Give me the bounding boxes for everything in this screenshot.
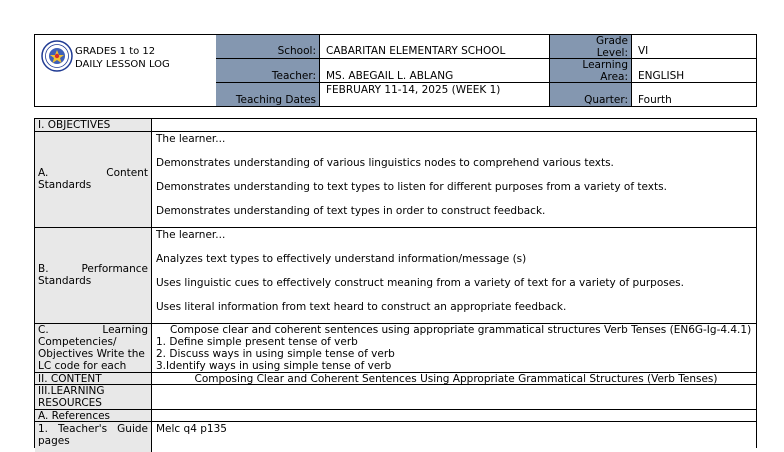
- form-title-line1: GRADES 1 to 12: [75, 46, 156, 57]
- grade-level-label-line1: Grade: [595, 35, 628, 47]
- competency-item: 2. Discuss ways in using simple tense of verb: [156, 348, 395, 360]
- school-label: School:: [216, 35, 320, 59]
- content-standards-line: Demonstrates understanding of text types in order to construct feedback.: [156, 205, 546, 217]
- header-table: [34, 34, 757, 107]
- competency-item: 3.Identify ways in using simple tense of verb: [156, 360, 392, 372]
- objectives-heading-row: [35, 119, 756, 132]
- references-blank: [152, 410, 756, 421]
- learning-competencies-cell: [152, 324, 756, 372]
- performance-standards-line: The learner...: [156, 229, 226, 241]
- content-row: [35, 373, 756, 385]
- content-standards-cell: [152, 132, 756, 227]
- content-standards-label: [35, 132, 152, 227]
- quarter-label: Quarter:: [550, 83, 632, 106]
- performance-standards-line: Uses linguistic cues to effectively construct meaning from a variety of text for a variety of purposes.: [156, 277, 684, 289]
- objectives-heading-blank: [152, 119, 756, 131]
- content-heading: II. CONTENT: [35, 373, 152, 384]
- learning-resources-row: [35, 385, 756, 410]
- content-standards-row: [35, 132, 756, 228]
- content-value: Composing Clear and Coherent Sentences Using Appropriate Grammatical Structures (Verb Tenses): [194, 373, 718, 385]
- competency-item: 1. Define simple present tense of verb: [156, 336, 358, 348]
- content-standards-line: Demonstrates understanding to text types to listen for different purposes from a variety of texts.: [156, 181, 667, 193]
- teachers-guide-label: [35, 422, 152, 452]
- content-standards-line: The learner...: [156, 133, 226, 145]
- learning-competencies-label-line4: LC code for each: [38, 360, 127, 372]
- learning-competencies-row: [35, 324, 756, 373]
- teachers-guide-label-line2: pages: [38, 435, 70, 447]
- learning-resources-blank: [152, 385, 756, 409]
- quarter-value: Fourth: [638, 94, 672, 106]
- learning-area-value: ENGLISH: [632, 59, 756, 83]
- grade-level-label: [550, 35, 632, 59]
- performance-standards-label-line1: B. Performance: [38, 263, 148, 275]
- teachers-guide-value: Melc q4 p135: [156, 423, 227, 435]
- lesson-log-table: [34, 118, 757, 448]
- content-standards-line: Demonstrates understanding of various linguistics nodes to comprehend various texts.: [156, 157, 614, 169]
- performance-standards-line: Uses literal information from text heard to construct an appropriate feedback.: [156, 301, 567, 313]
- objectives-heading: I. OBJECTIVES: [35, 119, 152, 131]
- form-title: [75, 45, 170, 71]
- deped-seal-icon: [41, 40, 73, 72]
- learning-area-label-line1: Learning: [582, 59, 628, 71]
- teaching-dates-value: FEBRUARY 11-14, 2025 (WEEK 1): [320, 83, 550, 106]
- performance-standards-cell: [152, 228, 756, 323]
- learning-resources-heading-line2: RESOURCES: [38, 397, 102, 409]
- teachers-guide-label-line1: 1. Teacher's Guide: [38, 423, 148, 435]
- grade-level-label-line2: Level:: [596, 47, 628, 59]
- references-label: A. References: [35, 410, 152, 421]
- content-standards-label-line2: Standards: [38, 179, 92, 191]
- learning-area-label: [550, 59, 632, 83]
- teacher-label: Teacher:: [216, 59, 320, 83]
- form-title-line2: DAILY LESSON LOG: [75, 59, 170, 70]
- learning-resources-heading-line1: III.LEARNING: [38, 385, 105, 397]
- content-standards-label-line1: A. Content: [38, 167, 148, 179]
- learning-competencies-label-line2: Competencies/: [38, 336, 117, 348]
- performance-standards-label-line2: Standards: [38, 275, 92, 287]
- header-title-cell: [35, 35, 217, 106]
- performance-standards-row: [35, 228, 756, 324]
- grade-level-value: VI: [632, 35, 756, 59]
- school-value: CABARITAN ELEMENTARY SCHOOL: [320, 35, 550, 59]
- teaching-dates-label: Teaching Dates: [216, 83, 320, 106]
- learning-area-label-line2: Area:: [600, 71, 628, 83]
- learning-resources-heading: [35, 385, 152, 409]
- teachers-guide-row: [35, 422, 756, 452]
- performance-standards-line: Analyzes text types to effectively understand information/message (s): [156, 253, 527, 265]
- learning-competencies-label-line3: Objectives Write the: [38, 348, 145, 360]
- competency-main: Compose clear and coherent sentences using appropriate grammatical structures Verb Tenses (EN6G-Ig-4.4.1): [170, 324, 752, 336]
- references-row: [35, 410, 756, 422]
- learning-competencies-label-line1: C. Learning: [38, 324, 148, 336]
- performance-standards-label: [35, 228, 152, 323]
- learning-competencies-label: [35, 324, 152, 372]
- teacher-value: MS. ABEGAIL L. ABLANG: [320, 59, 550, 83]
